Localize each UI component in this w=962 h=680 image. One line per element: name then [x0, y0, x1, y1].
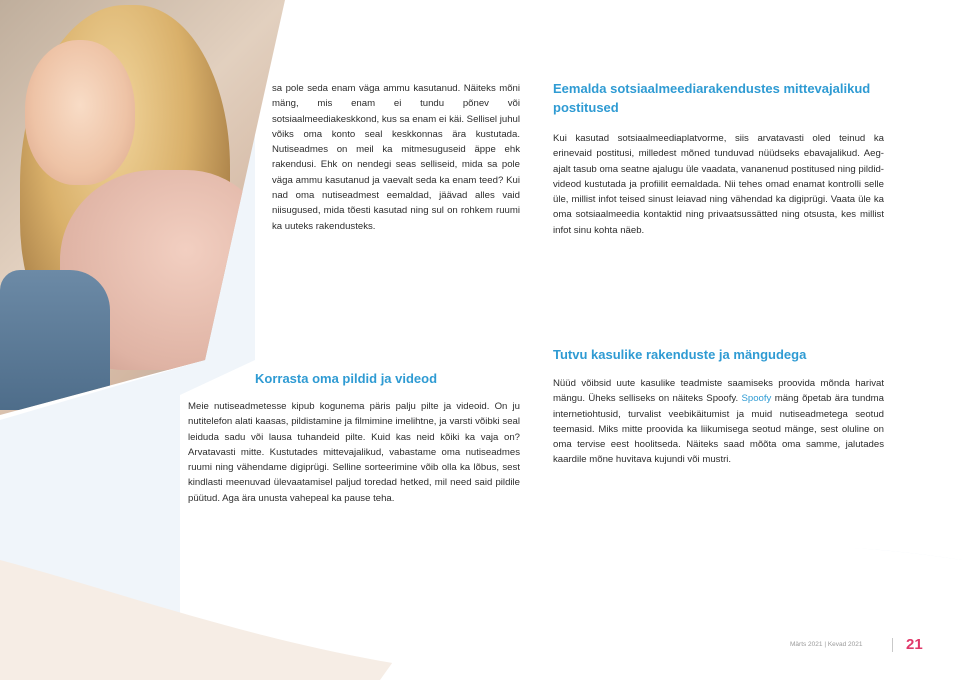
section2-body: Kui kasutad sotsiaalmeediaplatvorme, siis arvatavasti oled teinud ka erinevaid postitusi, milledest mõned tunduvad nüüdseks ebavajalikud. Aeg-ajalt tasub oma seatne ajalugu üle vaadata, vananenud postitused ning pildid-videod kustutada ja profiilit eemaldada. Nii tehes omad enamat kontrolli selle üle, millist infot teised sinust leiavad ning vähendad ka digiprügi. Vaata üle ka oma sotsiaalmeedia kontaktid ning privaatsussätted ning otsusta, kes millist infot sinu kohta näeb.: [553, 133, 884, 236]
section1-body: Meie nutiseadmetesse kipub kogunema päris palju pilte ja videoid. On ju nutitelefon alati kaasas, pildistamine ja filmimine imelihtne, ja varsti võibki seal leiduda sadu või lausa tuhandeid pilte. Kuid kas neid kõiki ka vaja on? Arvatavasti mitte. Kustutades mittevajalikud, vabastame oma nutiseadmes ruumi ning vähendame digiprügi. Selline sorteerimine võib olla ka lõbus, sest kindlasti meenuvad ülevaatamisel paljud toredad hetked, mil need said pildile püütud. Aga ära unusta vahepeal ka pause teha.: [188, 401, 520, 504]
footer-issue: Märts 2021 | Kevad 2021: [790, 641, 863, 648]
bottom-white: [380, 575, 962, 680]
intro-paragraph: sa pole seda enam väga ammu kasutanud. Näiteks mõni mäng, mis enam ei tundu põnev või sotsiaalmeediakeskkond, kus sa enam ei käi. Sellisel juhul võiks oma konto seal keskkonnas ära kustutada. Nutiseadmes on meil ka mitmesuguseid äppe ehk rakendusi. Ehk on nendegi seas selliseid, mida sa pole väga ammu kasutanud ja vaevalt seda ka enam teed? Kui nad oma nutiseadmest eemaldad, jäävad alles vaid niisugused, mida tõesti kasutad ning sul on rohkem ruumi ka uuteks rakendusteks.: [272, 83, 520, 232]
page-number: 21: [906, 636, 923, 653]
footer-divider: [892, 638, 893, 652]
section3-heading: Tutvu kasulike rakenduste ja mängudega: [553, 347, 807, 362]
photo-child: [0, 270, 110, 410]
photo-face: [25, 40, 135, 185]
spoofy-link[interactable]: Spoofy: [741, 393, 772, 405]
section3-text-start: Nüüd võibsid uute kasulike teadmiste saamiseks proovida mõnda harivat mängu. Üheks selliseks on näiteks Spoofy.: [553, 378, 884, 405]
section1-heading: Korrasta oma pildid ja videod: [255, 371, 438, 386]
section3-body: [553, 376, 884, 468]
section2-heading: Eemalda sotsiaalmeediarakendustes mittevajalikud postitused: [553, 81, 871, 115]
section3-text-end: mäng õpetab ära tundma internetiohtusid, turvalist veebikäitumist ja muid nutiseadmetega seotud teemasid. Miks mitte proovida ka liikumisega seotud mänge, sest oluline on oma tervise eest hoolitseda. Näiteks saad mõõta oma samme, jalutades kaardile mõne huvitava kujundi või mustri.: [553, 393, 884, 466]
